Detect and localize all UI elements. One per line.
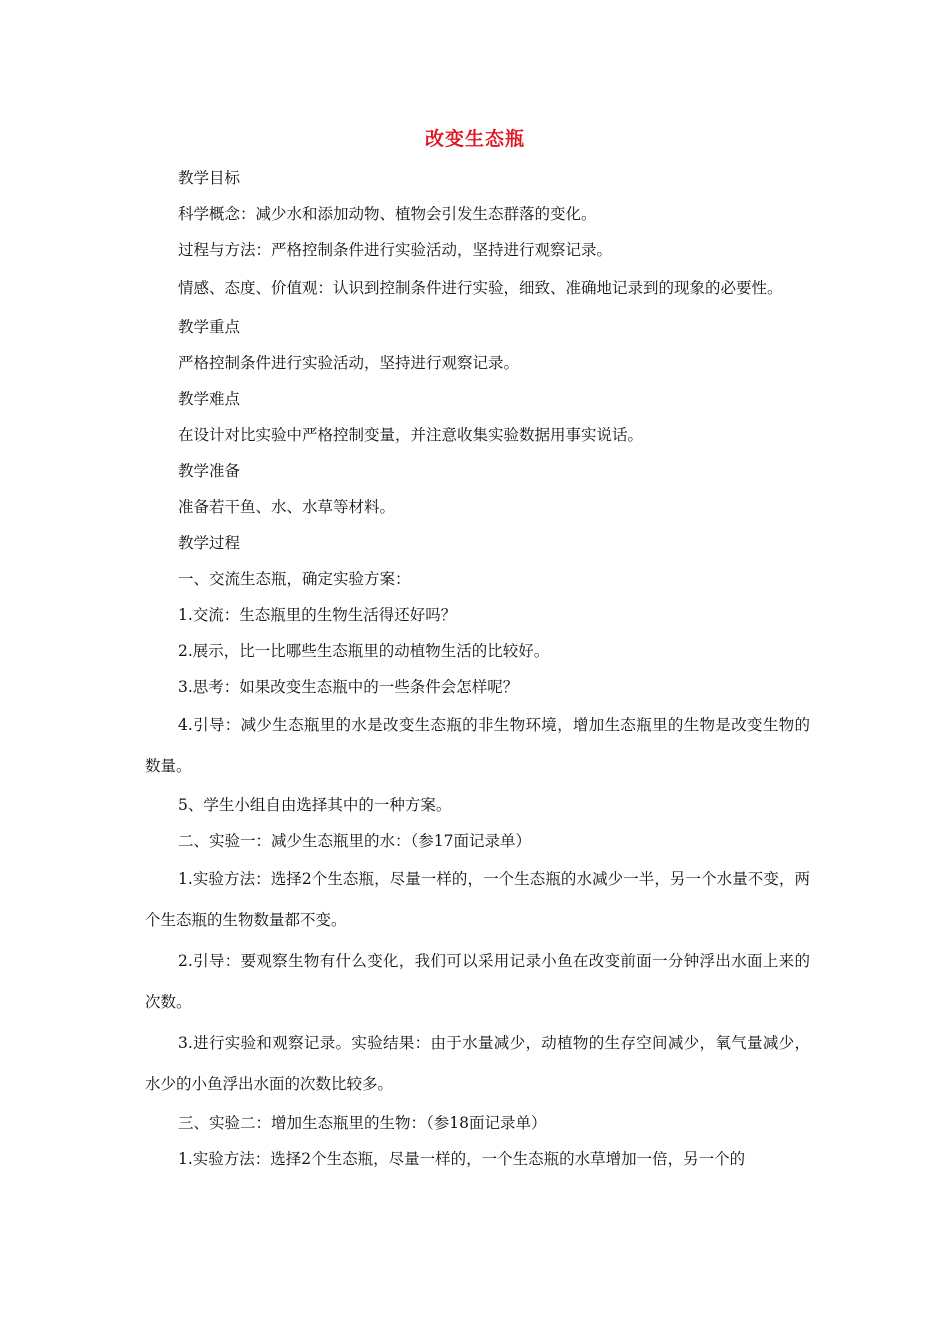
section-one-heading: 一、交流生态瓶，确定实验方案： (178, 570, 411, 588)
paragraph-process-method: 过程与方法：严格控制条件进行实验活动，坚持进行观察记录。 (178, 241, 613, 259)
section-two-heading: 二、实验一：减少生态瓶里的水：（参17面记录单） (178, 832, 531, 850)
heading-teaching-focus: 教学重点 (178, 318, 241, 336)
heading-teaching-process: 教学过程 (178, 534, 241, 552)
paragraph-attitude-values: 情感、态度、价值观：认识到控制条件进行实验，细致、准确地记录到的现象的必要性。 (178, 279, 783, 297)
list-item: 2.展示，比一比哪些生态瓶里的动植物生活的比较好。 (178, 642, 550, 660)
list-item: 3.思考：如果改变生态瓶中的一些条件会怎样呢？ (178, 678, 519, 696)
list-item: 5、学生小组自由选择其中的一种方案。 (178, 796, 452, 814)
heading-teaching-preparation: 教学准备 (178, 462, 241, 480)
list-item: 3.进行实验和观察记录。实验结果：由于水量减少，动植物的生存空间减少，氧气量减少，水少的小鱼浮出水面的次数比较多。 (145, 1034, 810, 1093)
list-item: 4.引导：减少生态瓶里的水是改变生态瓶的非生物环境，增加生态瓶里的生物是改变生物的数量。 (145, 716, 810, 775)
section-three-heading: 三、实验二：增加生态瓶里的生物：（参18面记录单） (178, 1114, 547, 1132)
document-body (145, 160, 810, 1177)
list-item: 2.引导：要观察生物有什么变化，我们可以采用记录小鱼在改变前面一分钟浮出水面上来的次数。 (145, 952, 810, 1011)
list-item: 1.交流：生态瓶里的生物生活得还好吗？ (178, 606, 457, 624)
paragraph-teaching-difficulty: 在设计对比实验中严格控制变量，并注意收集实验数据用事实说话。 (178, 426, 644, 444)
document-title: 改变生态瓶 (424, 128, 525, 150)
paragraph-teaching-focus: 严格控制条件进行实验活动，坚持进行观察记录。 (178, 354, 520, 372)
heading-teaching-goals: 教学目标 (178, 169, 241, 187)
list-item: 1.实验方法：选择2个生态瓶，尽量一样的，一个生态瓶的水减少一半，另一个水量不变，两个生态瓶的生物数量都不变。 (145, 870, 810, 929)
paragraph-science-concept: 科学概念：减少水和添加动物、植物会引发生态群落的变化。 (178, 205, 597, 223)
paragraph-teaching-preparation: 准备若干鱼、水、水草等材料。 (178, 498, 396, 516)
heading-teaching-difficulty: 教学难点 (178, 390, 241, 408)
list-item: 1.实验方法：选择2个生态瓶，尽量一样的，一个生态瓶的水草增加一倍，另一个的 (178, 1150, 746, 1168)
